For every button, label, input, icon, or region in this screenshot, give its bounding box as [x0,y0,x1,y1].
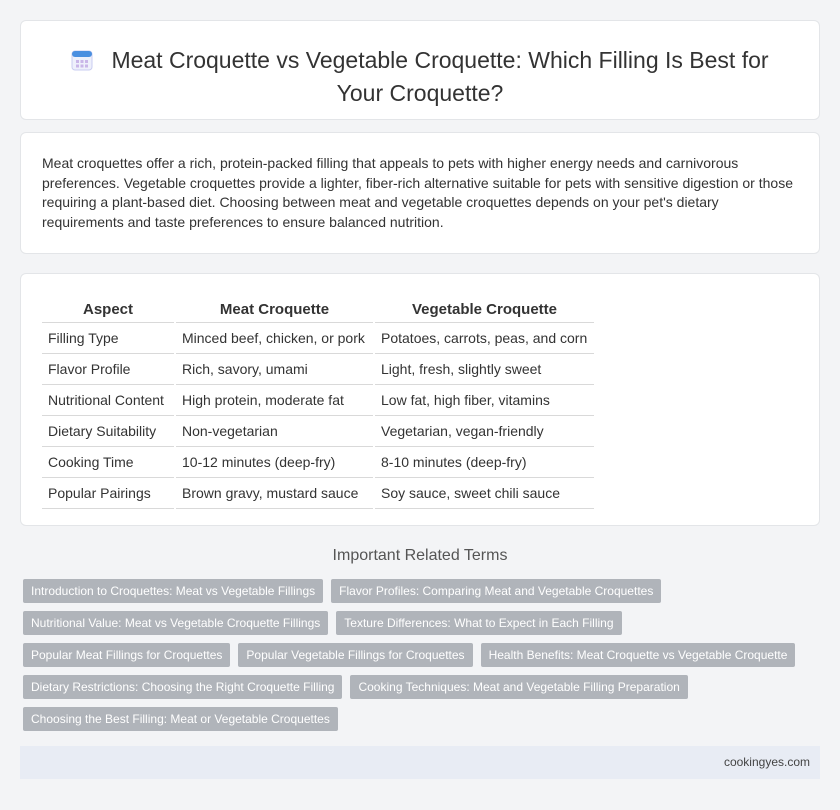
table-cell: Minced beef, chicken, or pork [175,322,374,353]
comparison-table [42,296,594,509]
header-meat: Meat Croquette [175,296,374,322]
footer-site-link[interactable]: cookingyes.com [723,755,810,769]
table-row [42,322,594,353]
page-title: Meat Croquette vs Vegetable Croquette: Which Filling Is Best for Your Croquette? [111,47,769,106]
table-cell: Flavor Profile [42,353,175,384]
table-row [42,446,594,477]
related-term-tag[interactable]: Nutritional Value: Meat vs Vegetable Croquette Fillings [23,611,328,635]
table-cell: Non-vegetarian [175,415,374,446]
table-header-row [42,296,594,322]
related-term-tag[interactable]: Choosing the Best Filling: Meat or Vegetable Croquettes [23,707,338,731]
calendar-icon [71,48,93,78]
table-cell: Nutritional Content [42,384,175,415]
related-term-tag[interactable]: Cooking Techniques: Meat and Vegetable Filling Preparation [350,675,687,699]
table-cell: Potatoes, carrots, peas, and corn [374,322,594,353]
page-title-container [21,45,819,108]
title-card [20,20,820,120]
table-cell: Dietary Suitability [42,415,175,446]
related-term-tag[interactable]: Dietary Restrictions: Choosing the Right Croquette Filling [23,675,342,699]
summary-text: Meat croquettes offer a rich, protein-packed filling that appeals to pets with higher energy needs and carnivorous preferences. Vegetable croquettes provide a lighter, fiber-rich alternative suitable for pets with sensitive digestion or those requiring a plant-based diet. Choosing between meat and vegetable croquettes depends on your pet's dietary requirements and taste preferences to ensure balanced nutrition. [42,155,793,230]
footer [20,746,820,779]
header-vegetable: Vegetable Croquette [374,296,594,322]
summary-card [20,132,820,254]
related-terms-heading: Important Related Terms [332,547,508,564]
table-cell: Light, fresh, slightly sweet [374,353,594,384]
table-cell: Cooking Time [42,446,175,477]
related-term-tag[interactable]: Flavor Profiles: Comparing Meat and Vegetable Croquettes [331,579,661,603]
table-cell: Rich, savory, umami [175,353,374,384]
table-row [42,353,594,384]
header-aspect: Aspect [42,296,175,322]
table-row [42,477,594,508]
table-cell: Low fat, high fiber, vitamins [374,384,594,415]
table-cell: Brown gravy, mustard sauce [175,477,374,508]
related-term-tag[interactable]: Popular Vegetable Fillings for Croquettes [238,643,472,667]
table-cell: 10-12 minutes (deep-fry) [175,446,374,477]
table-cell: Popular Pairings [42,477,175,508]
related-terms-list [23,579,813,731]
related-term-tag[interactable]: Health Benefits: Meat Croquette vs Vegetable Croquette [481,643,796,667]
table-cell: 8-10 minutes (deep-fry) [374,446,594,477]
related-term-tag[interactable]: Popular Meat Fillings for Croquettes [23,643,230,667]
table-cell: High protein, moderate fat [175,384,374,415]
table-cell: Soy sauce, sweet chili sauce [374,477,594,508]
table-row [42,415,594,446]
related-term-tag[interactable]: Introduction to Croquettes: Meat vs Vegetable Fillings [23,579,323,603]
table-cell: Filling Type [42,322,175,353]
table-cell: Vegetarian, vegan-friendly [374,415,594,446]
related-term-tag[interactable]: Texture Differences: What to Expect in Each Filling [336,611,621,635]
table-row [42,384,594,415]
comparison-card [20,273,820,526]
